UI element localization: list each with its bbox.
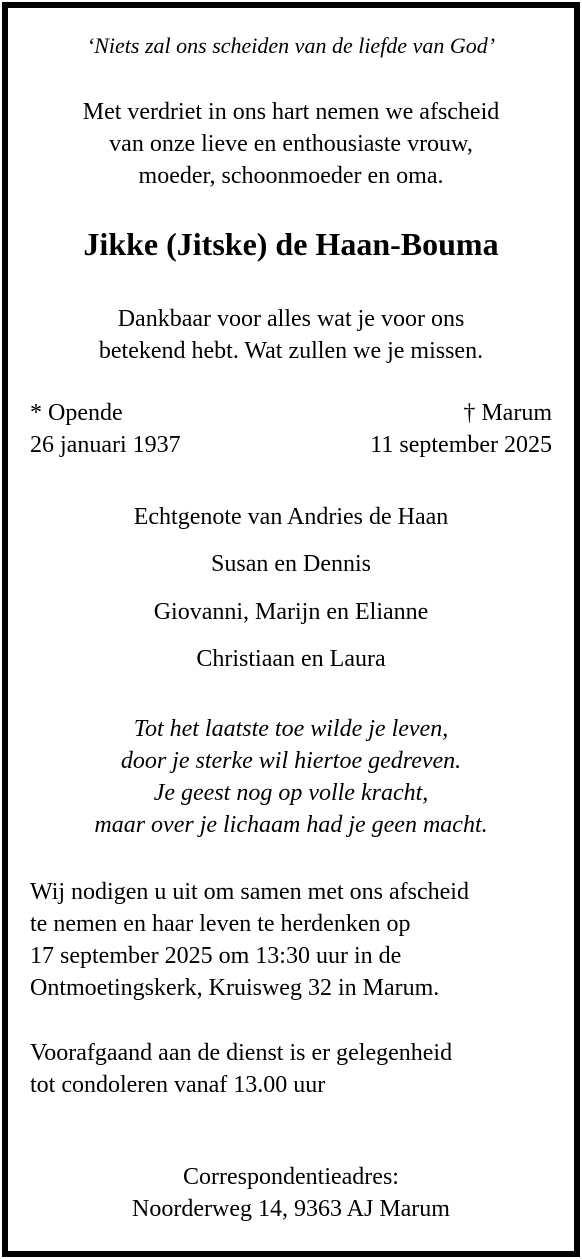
death-info — [370, 397, 552, 461]
birth-info — [30, 397, 181, 461]
address-label: Correspondentieadres: — [183, 1164, 399, 1190]
condolence-line: tot condoleren vanaf 13.00 uur — [30, 1072, 326, 1098]
thanks-line: Dankbaar voor alles wat je voor ons — [117, 306, 465, 332]
poem-line: Tot het laatste toe wilde je leven, — [133, 716, 449, 742]
intro-paragraph — [0, 96, 582, 192]
birth-place: * Opende — [30, 400, 123, 426]
invitation-line: te nemen en haar leven te herdenken op — [30, 911, 411, 937]
poem — [0, 713, 582, 841]
family-line: Giovanni, Marijn en Elianne — [153, 599, 429, 625]
invitation-line: Wij nodigen u uit om samen met ons afscheid — [30, 879, 469, 905]
poem-line: door je sterke wil hiertoe gedreven. — [120, 748, 462, 774]
family-spouse: Echtgenote van Andries de Haan — [133, 504, 449, 530]
condolence-line: Voorafgaand aan de dienst is er gelegenheid — [30, 1040, 453, 1066]
death-date: 11 september 2025 — [370, 432, 552, 458]
intro-line: Met verdriet in ons hart nemen we afscheid — [82, 99, 500, 125]
motto-quote — [0, 30, 582, 62]
intro-line: van onze lieve en enthousiaste vrouw, — [109, 131, 473, 157]
thanks-line: betekend hebt. Wat zullen we je missen. — [98, 338, 484, 364]
address-value: Noorderweg 14, 9363 AJ Marum — [132, 1196, 450, 1222]
motto-text: ‘Niets zal ons scheiden van de liefde van God’ — [86, 33, 496, 58]
death-place: † Marum — [463, 400, 552, 426]
invitation-line: Ontmoetingskerk, Kruisweg 32 in Marum. — [30, 975, 440, 1001]
correspondence-address — [0, 1161, 582, 1225]
intro-line: moeder, schoonmoeder en oma. — [138, 163, 444, 189]
poem-line: maar over je lichaam had je geen macht. — [94, 812, 488, 838]
deceased-name — [0, 222, 582, 266]
thanks-paragraph — [0, 303, 582, 367]
birth-date: 26 januari 1937 — [30, 432, 181, 458]
poem-line: Je geest nog op volle kracht, — [153, 780, 429, 806]
invitation-paragraph — [30, 876, 562, 1004]
invitation-line: 17 september 2025 om 13:30 uur in de — [30, 943, 402, 969]
deceased-name-text: Jikke (Jitske) de Haan-Bouma — [83, 226, 499, 262]
family-line: Christiaan en Laura — [196, 646, 386, 672]
family-line: Susan en Dennis — [211, 551, 371, 577]
condolence-paragraph — [30, 1037, 562, 1101]
